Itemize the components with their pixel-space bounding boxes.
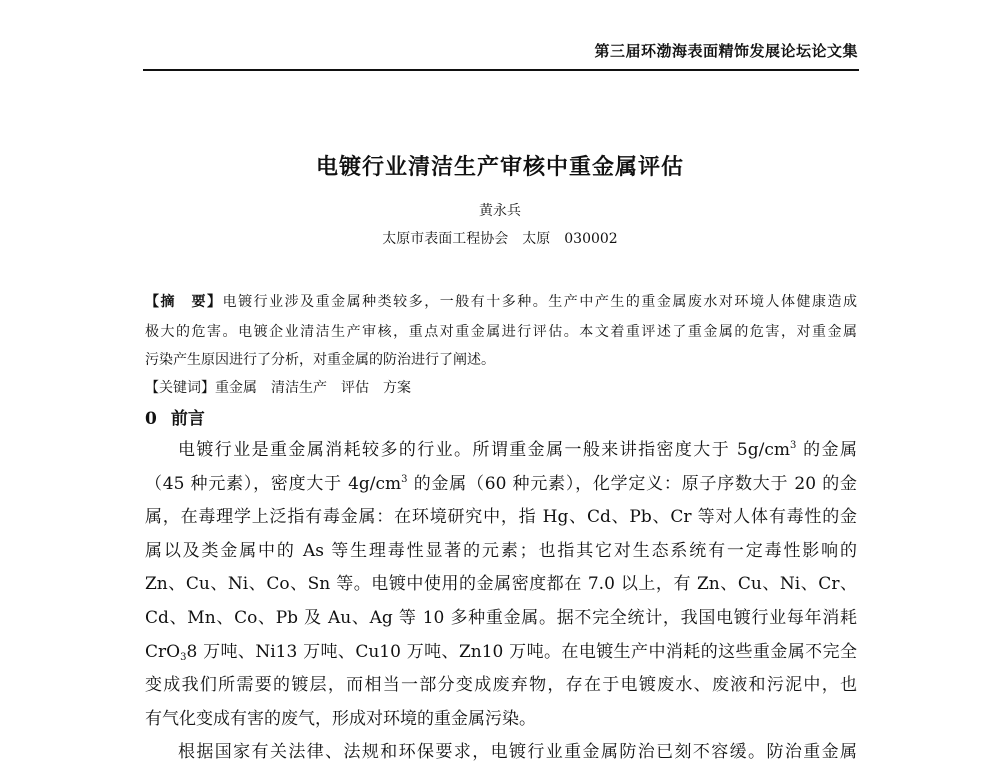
abstract-line (145, 291, 857, 311)
text-run: 根据国家有关法律、法规和环保要求，电镀行业重金属防治已刻不容缓。防治重金属 (178, 742, 857, 762)
text-run: 的金属 (796, 440, 857, 460)
section-number: 0 (145, 409, 157, 429)
body-line (145, 569, 857, 594)
text-run: Zn、Cu、Ni、Co、Sn 等。电镀中使用的金属密度都在 7.0 以上，有 Zn、Cu、Ni、Cr、 (145, 574, 857, 595)
text-run: （45 种元素），密度大于 4g/cm (145, 473, 402, 494)
superscript: 3 (401, 473, 408, 485)
body-line (145, 704, 857, 729)
abstract-line: 极大的危害。电镀企业清洁生产审核，重点对重金属进行评估。本文着重评述了重金属的危害，对重金属 (145, 324, 857, 340)
header-rule (143, 69, 859, 71)
body-line (145, 502, 857, 527)
author: 黄永兵 (479, 203, 521, 219)
body-line (145, 670, 857, 695)
text-run: 8 万吨、Ni13 万吨、Cu10 万吨、Zn10 万吨。在电镀生产中消耗的这些重金属不完全 (186, 641, 857, 662)
text-run: 变成我们所需要的镀层，而相当一部分变成废弃物，存在于电镀废水、废液和污泥中，也 (145, 675, 857, 696)
text-run: 属，在毒理学上泛指有毒金属：在环境研究中，指 Hg、Cd、Pb、Cr 等对人体有毒性的金 (145, 507, 857, 528)
body-line (178, 435, 857, 460)
abstract-text: 电镀行业涉及重金属种类较多，一般有十多种。生产中产生的重金属废水对环境人体健康造成 (222, 294, 858, 310)
text-run: CrO (145, 641, 181, 662)
text-run: 电镀行业是重金属消耗较多的行业。所谓重金属一般来讲指密度大于 5g/cm (178, 440, 790, 460)
section-title: 前言 (170, 409, 205, 429)
keywords-label: 【关键词】 (145, 380, 215, 396)
text-run: 有气化变成有害的废气，形成对环境的重金属污染。 (145, 708, 536, 729)
body-line (145, 603, 857, 628)
body-line (145, 637, 857, 662)
body-line (145, 536, 857, 561)
body-line (178, 737, 857, 762)
text-run: 属以及类金属中的 As 等生理毒性显著的元素；也指其它对生态系统有一定毒性影响的 (145, 540, 857, 561)
subscript: 3 (180, 651, 187, 663)
section-heading (145, 404, 205, 429)
affiliation: 太原市表面工程协会 太原 030002 (382, 231, 618, 247)
paper-title: 电镀行业清洁生产审核中重金属评估 (315, 154, 684, 180)
text-run: 的金属（60 种元素），化学定义：原子序数大于 20 的金 (407, 473, 857, 494)
keywords-line (145, 377, 857, 397)
abstract-line: 污染产生原因进行了分析，对重金属的防治进行了阐述。 (145, 352, 495, 368)
superscript: 3 (790, 440, 797, 451)
text-run: Cd、Mn、Co、Pb 及 Au、Ag 等 10 多种重金属。据不完全统计，我国电镀行业每年消耗 (145, 608, 857, 628)
running-header: 第三届环渤海表面精饰发展论坛论文集 (594, 42, 858, 60)
body-line (145, 469, 857, 494)
abstract-label: 【摘 要】 (145, 294, 223, 310)
keywords-text: 重金属 清洁生产 评估 方案 (215, 380, 411, 396)
